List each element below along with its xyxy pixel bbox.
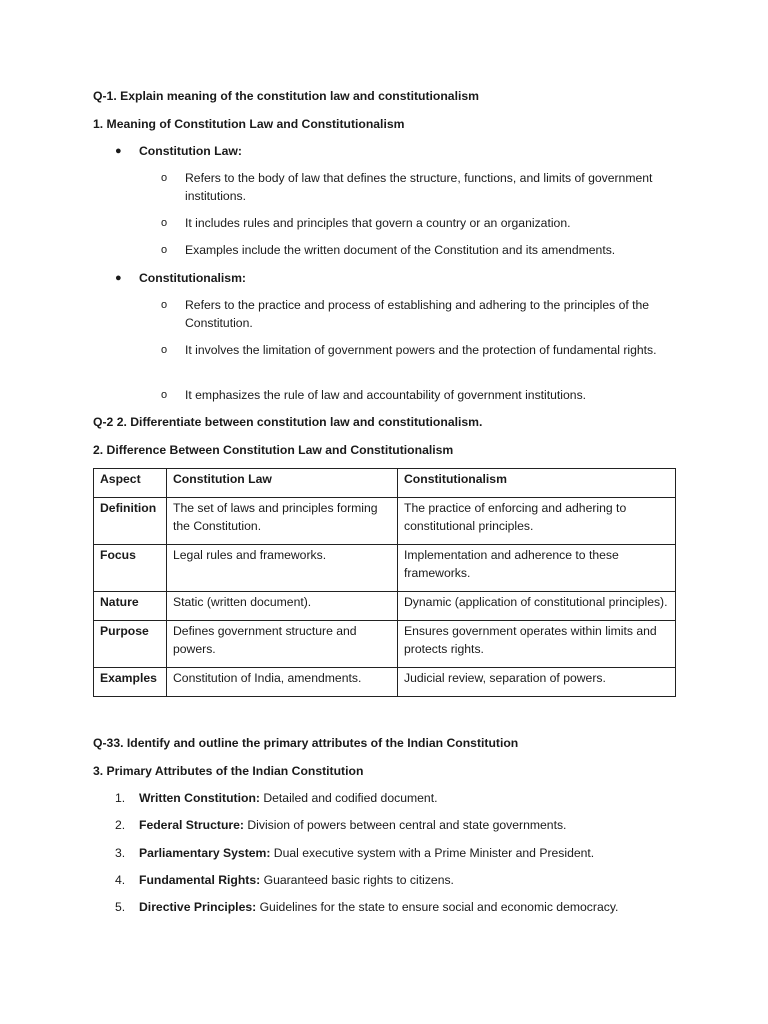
q1-question: Q-1. Explain meaning of the constitution law and constitutionalism bbox=[93, 89, 479, 103]
cell-aspect: Examples bbox=[94, 668, 167, 697]
cell-constitutionalism: Implementation and adherence to these frameworks. bbox=[398, 545, 676, 592]
attribute-desc: Division of powers between central and state governments. bbox=[243, 818, 567, 832]
cell-constitution-law: Legal rules and frameworks. bbox=[167, 545, 398, 592]
attribute-desc: Detailed and codified document. bbox=[259, 791, 438, 805]
circle-bullet-icon: o bbox=[161, 244, 168, 256]
cell-constitutionalism: Dynamic (application of constitutional principles). bbox=[398, 592, 676, 621]
cell-aspect: Definition bbox=[94, 498, 167, 545]
list-number: 4. bbox=[115, 873, 126, 887]
table-header-row bbox=[94, 469, 676, 498]
attribute-term: Parliamentary System: bbox=[139, 846, 271, 860]
bullet-icon: ● bbox=[115, 145, 122, 157]
attribute-term: Written Constitution: bbox=[139, 791, 260, 805]
cell-constitution-law: The set of laws and principles forming the Constitution. bbox=[167, 498, 398, 545]
attribute-term: Fundamental Rights: bbox=[139, 873, 261, 887]
list-item-text: It emphasizes the rule of law and accountability of government institutions. bbox=[185, 388, 587, 402]
bullet-label: Constitution Law: bbox=[139, 144, 242, 158]
list-item-text bbox=[139, 898, 618, 916]
list-item-text bbox=[139, 816, 566, 834]
q1-section-title: 1. Meaning of Constitution Law and Constitutionalism bbox=[93, 117, 405, 131]
list-item-text: Examples include the written document of the Constitution and its amendments. bbox=[185, 243, 616, 257]
header-aspect: Aspect bbox=[94, 469, 167, 498]
list-number: 2. bbox=[115, 818, 126, 832]
list-number: 1. bbox=[115, 791, 126, 805]
table-row bbox=[94, 498, 676, 545]
header-constitutionalism: Constitutionalism bbox=[398, 469, 676, 498]
q2-section-title: 2. Difference Between Constitution Law and Constitutionalism bbox=[93, 443, 454, 457]
cell-constitution-law: Defines government structure and powers. bbox=[167, 621, 398, 668]
cell-constitutionalism: Judicial review, separation of powers. bbox=[398, 668, 676, 697]
attribute-desc: Guidelines for the state to ensure social and economic democracy. bbox=[256, 900, 619, 914]
bullet-icon: ● bbox=[115, 272, 122, 284]
cell-constitutionalism: The practice of enforcing and adhering to constitutional principles. bbox=[398, 498, 676, 545]
list-item-text: It includes rules and principles that govern a country or an organization. bbox=[185, 216, 571, 230]
list-item-text bbox=[139, 789, 437, 807]
attribute-term: Directive Principles: bbox=[139, 900, 257, 914]
cell-aspect: Nature bbox=[94, 592, 167, 621]
attribute-term: Federal Structure: bbox=[139, 818, 244, 832]
list-item-text: Refers to the body of law that defines the structure, functions, and limits of government institutions. bbox=[185, 171, 653, 203]
bullet-label: Constitutionalism: bbox=[139, 271, 246, 285]
list-number: 3. bbox=[115, 846, 126, 860]
cell-constitutionalism: Ensures government operates within limits and protects rights. bbox=[398, 621, 676, 668]
header-constitution-law: Constitution Law bbox=[167, 469, 398, 498]
list-item-text: Refers to the practice and process of establishing and adhering to the principles of the Constitution. bbox=[185, 298, 650, 330]
circle-bullet-icon: o bbox=[161, 217, 168, 229]
table-row bbox=[94, 545, 676, 592]
cell-constitution-law: Static (written document). bbox=[167, 592, 398, 621]
list-item-text bbox=[139, 844, 594, 862]
circle-bullet-icon: o bbox=[161, 299, 168, 311]
cell-aspect: Purpose bbox=[94, 621, 167, 668]
attribute-desc: Guaranteed basic rights to citizens. bbox=[260, 873, 454, 887]
cell-constitution-law: Constitution of India, amendments. bbox=[167, 668, 398, 697]
circle-bullet-icon: o bbox=[161, 389, 168, 401]
table-row bbox=[94, 621, 676, 668]
table-row bbox=[94, 668, 676, 697]
circle-bullet-icon: o bbox=[161, 172, 168, 184]
list-item-text: It involves the limitation of government powers and the protection of fundamental rights. bbox=[185, 343, 657, 357]
q3-section-title: 3. Primary Attributes of the Indian Constitution bbox=[93, 764, 364, 778]
q2-question: Q-2 2. Differentiate between constitution law and constitutionalism. bbox=[93, 415, 483, 429]
attribute-desc: Dual executive system with a Prime Minister and President. bbox=[270, 846, 595, 860]
comparison-table bbox=[93, 468, 676, 697]
list-item-text bbox=[139, 871, 454, 889]
circle-bullet-icon: o bbox=[161, 344, 168, 356]
q3-question: Q-33. Identify and outline the primary attributes of the Indian Constitution bbox=[93, 736, 519, 750]
table-row bbox=[94, 592, 676, 621]
list-number: 5. bbox=[115, 900, 126, 914]
cell-aspect: Focus bbox=[94, 545, 167, 592]
